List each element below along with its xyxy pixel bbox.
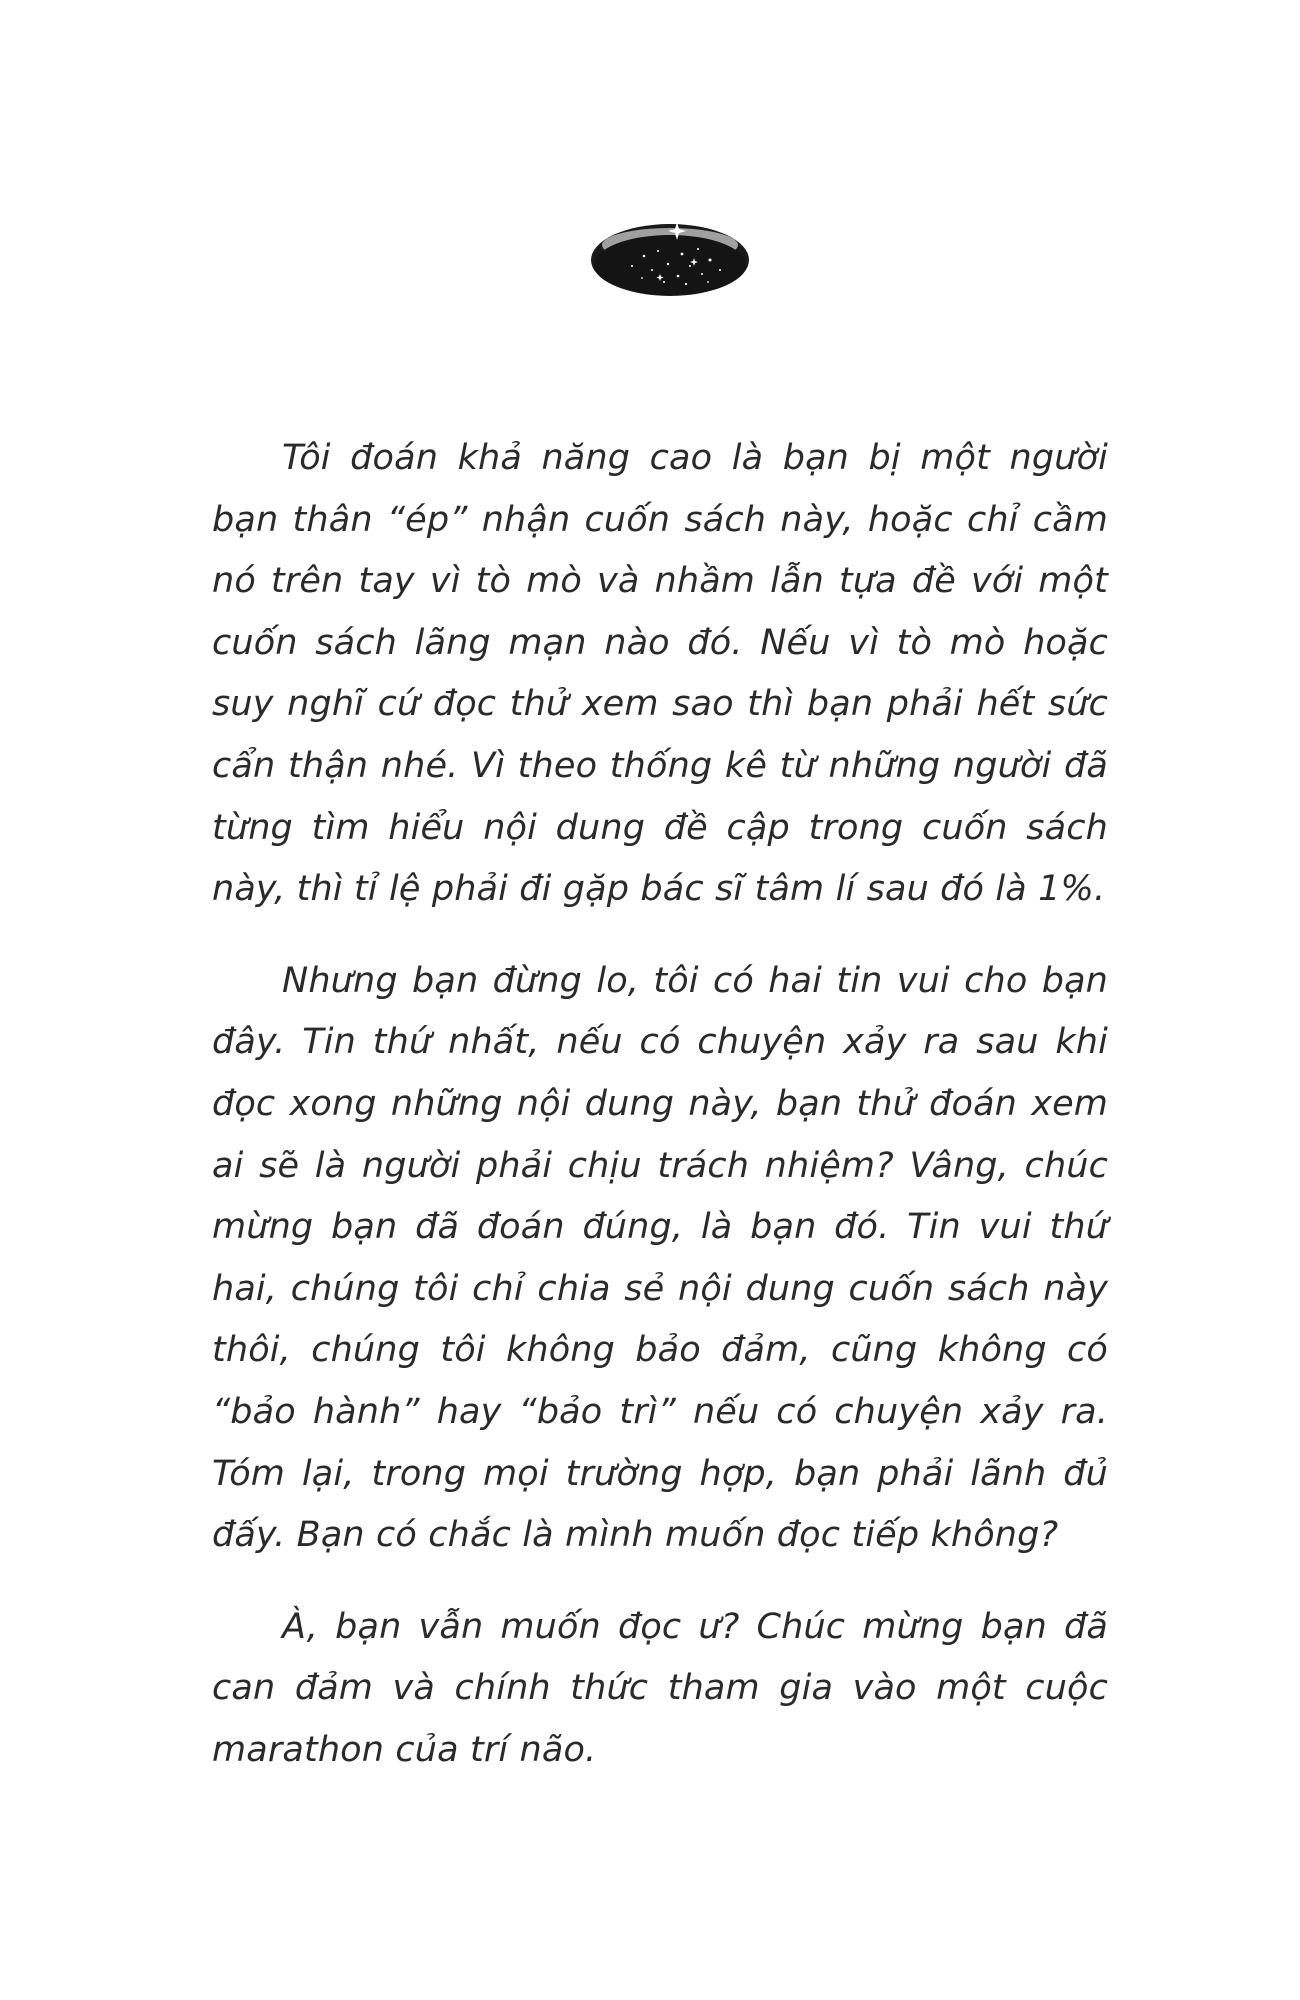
ornament-hole	[594, 235, 746, 295]
starry-hole-icon	[590, 218, 750, 298]
paragraph-1: Tôi đoán khả năng cao là bạn bị một người bạn thân “ép” nhận cuốn sách này, hoặc chỉ cầm nó trên tay vì tò mò và nhầm lẫn tựa đề với một cuốn sách lãng mạn nào đó. Nếu vì tò mò hoặc suy nghĩ cứ đọc thử xem sao thì bạn phải hết sức cẩn thận nhé. Vì theo thống kê từ những người đã từng tìm hiểu nội dung đề cập trong cuốn sách này, thì tỉ lệ phải đi gặp bác sĩ tâm lí sau đó là 1%.	[212, 438, 1108, 910]
paragraph-2: Nhưng bạn đừng lo, tôi có hai tin vui cho bạn đây. Tin thứ nhất, nếu có chuyện xảy ra sau khi đọc xong những nội dung này, bạn thử đoán xem ai sẽ là người phải chịu trách nhiệm? Vâng, chúc mừng bạn đã đoán đúng, là bạn đó. Tin vui thứ hai, chúng tôi chỉ chia sẻ nội dung cuốn sách này thôi, chúng tôi không bảo đảm, cũng không có “bảo hành” hay “bảo trì” nếu có chuyện xảy ra. Tóm lại, trong mọi trường hợp, bạn phải lãnh đủ đấy. Bạn có chắc là mình muốn đọc tiếp không?	[212, 960, 1108, 1556]
body-text	[212, 428, 1108, 1811]
paragraph-3: À, bạn vẫn muốn đọc ư? Chúc mừng bạn đã can đảm và chính thức tham gia vào một cuộc marathon của trí não.	[212, 1606, 1108, 1770]
